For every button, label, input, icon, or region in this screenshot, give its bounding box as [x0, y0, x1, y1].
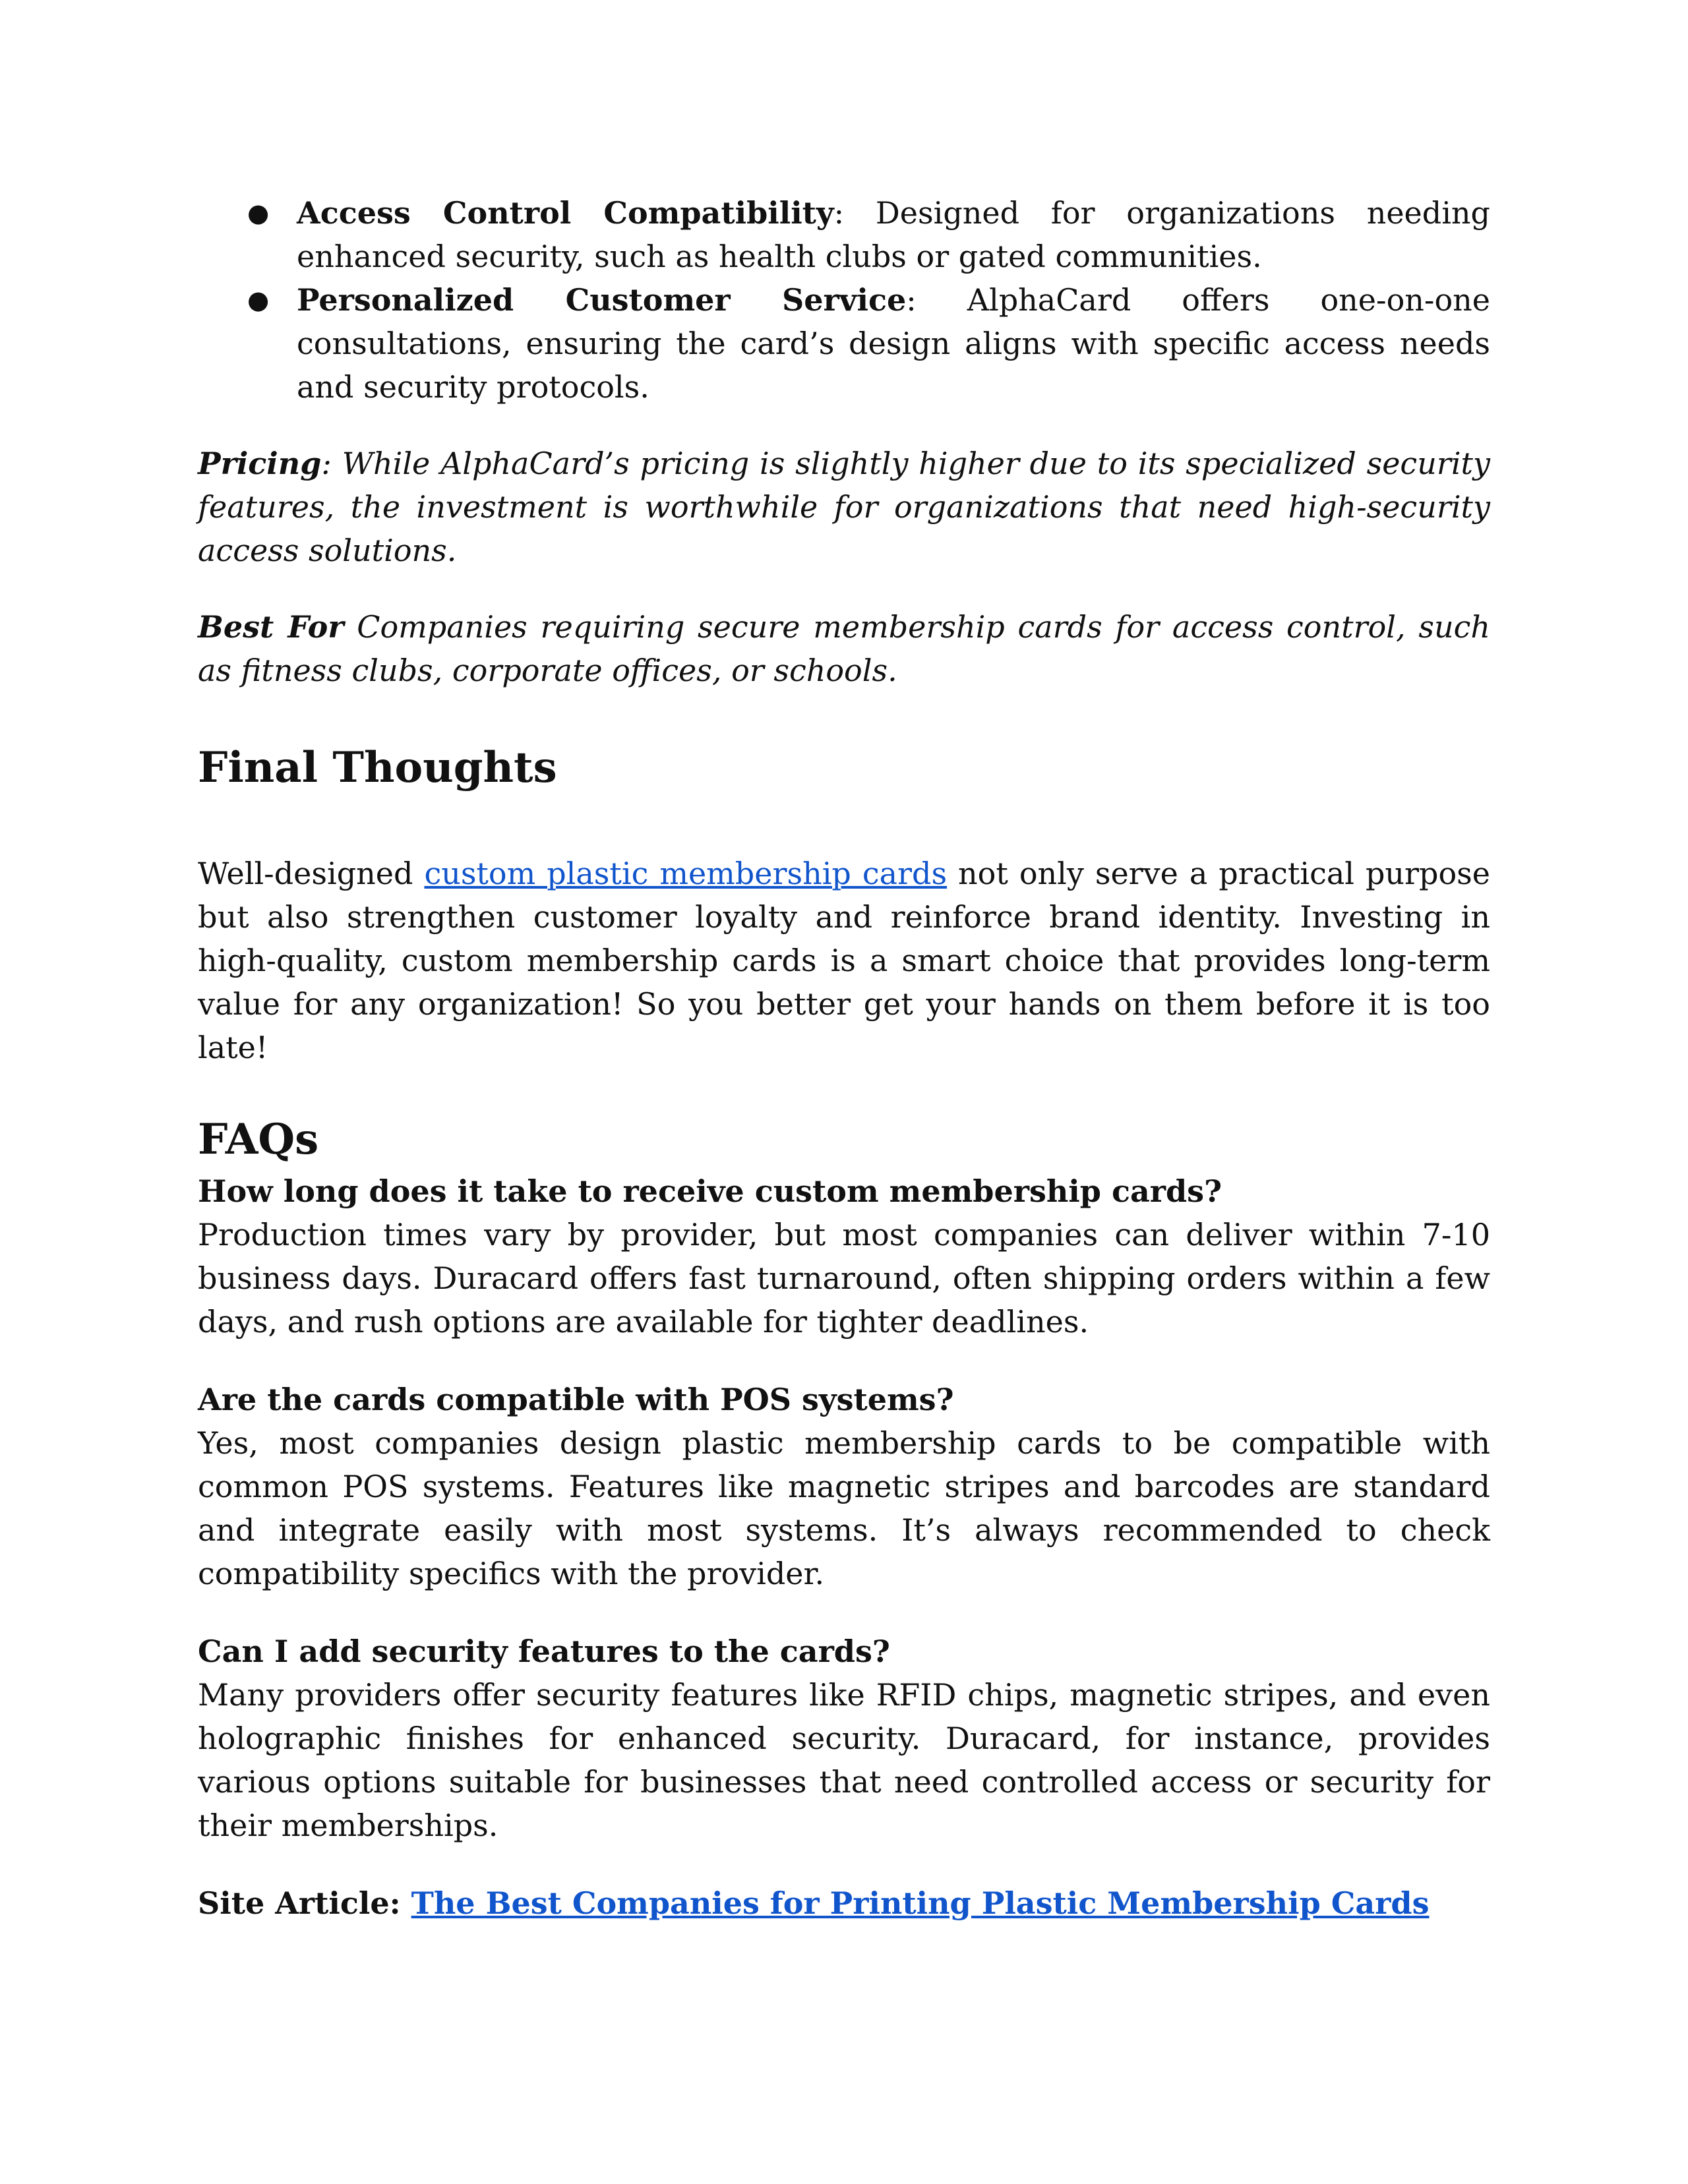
pricing-label: Pricing [198, 446, 322, 481]
bullet-label: Access Control Compatibility [297, 195, 834, 231]
bullet-item-customer-service [247, 278, 1490, 409]
faq-item [198, 1378, 1490, 1595]
site-article-label: Site Article: [198, 1885, 411, 1921]
final-thoughts-text-after: not only serve a practical purpose but also strengthen customer loyalty and reinforce brand identity. Investing in high-quality, custom membership cards is a smart choice that provides long-term value for any organization! So you better get your hands on them before it is too late! [198, 856, 1490, 1065]
bullet-item-access-control [247, 191, 1490, 278]
faq-item [198, 1169, 1490, 1343]
final-thoughts-heading: Final Thoughts [198, 743, 557, 792]
bullet-text: : AlphaCard offers one-on-one consultations, ensuring the card’s design aligns with specific access needs and security protocols. [297, 282, 1490, 405]
faqs-heading: FAQs [198, 1115, 319, 1164]
pricing-paragraph [198, 442, 1490, 572]
site-article-link[interactable]: The Best Companies for Printing Plastic Membership Cards [411, 1885, 1430, 1921]
faq-answer: Yes, most companies design plastic membership cards to be compatible with common POS systems. Features like magnetic stripes and barcodes are standard and integrate easily with most systems. It’s always recommended to check compatibility specifics with the provider. [198, 1425, 1490, 1591]
pricing-text: : While AlphaCard’s pricing is slightly higher due to its specialized security features, the investment is worthwhile for organizations that need high-security access solutions. [198, 446, 1490, 568]
faq-answer: Many providers offer security features like RFID chips, magnetic stripes, and even holographic finishes for enhanced security. Duracard, for instance, provides various options suitable for businesses that need controlled access or security for their memberships. [198, 1677, 1490, 1843]
best-for-text: Companies requiring secure membership cards for access control, such as fitness clubs, corporate offices, or schools. [198, 609, 1490, 688]
best-for-paragraph [198, 605, 1490, 692]
final-thoughts-text-before: Well-designed [198, 856, 425, 891]
faq-question: Can I add security features to the cards? [198, 1634, 890, 1669]
faq-item [198, 1630, 1490, 1847]
final-thoughts-paragraph [198, 852, 1490, 1069]
feature-bullet-list [198, 191, 1490, 409]
faq-answer: Production times vary by provider, but most companies can deliver within 7-10 business days. Duracard offers fast turnaround, often shipping orders within a few days, and rush options are available for tighter deadlines. [198, 1217, 1490, 1340]
faq-question: How long does it take to receive custom membership cards? [198, 1173, 1222, 1209]
best-for-label: Best For [198, 609, 344, 645]
site-article-line [198, 1881, 1490, 1925]
custom-cards-link[interactable]: custom plastic membership cards [424, 856, 948, 891]
bullet-label: Personalized Customer Service [297, 282, 907, 318]
faq-question: Are the cards compatible with POS systems? [198, 1382, 954, 1417]
bullet-dot-icon: ● [247, 285, 270, 314]
bullet-text: : Designed for organizations needing enhanced security, such as health clubs or gated communities. [297, 195, 1490, 274]
document-content [198, 191, 1490, 1925]
bullet-dot-icon: ● [247, 198, 270, 227]
